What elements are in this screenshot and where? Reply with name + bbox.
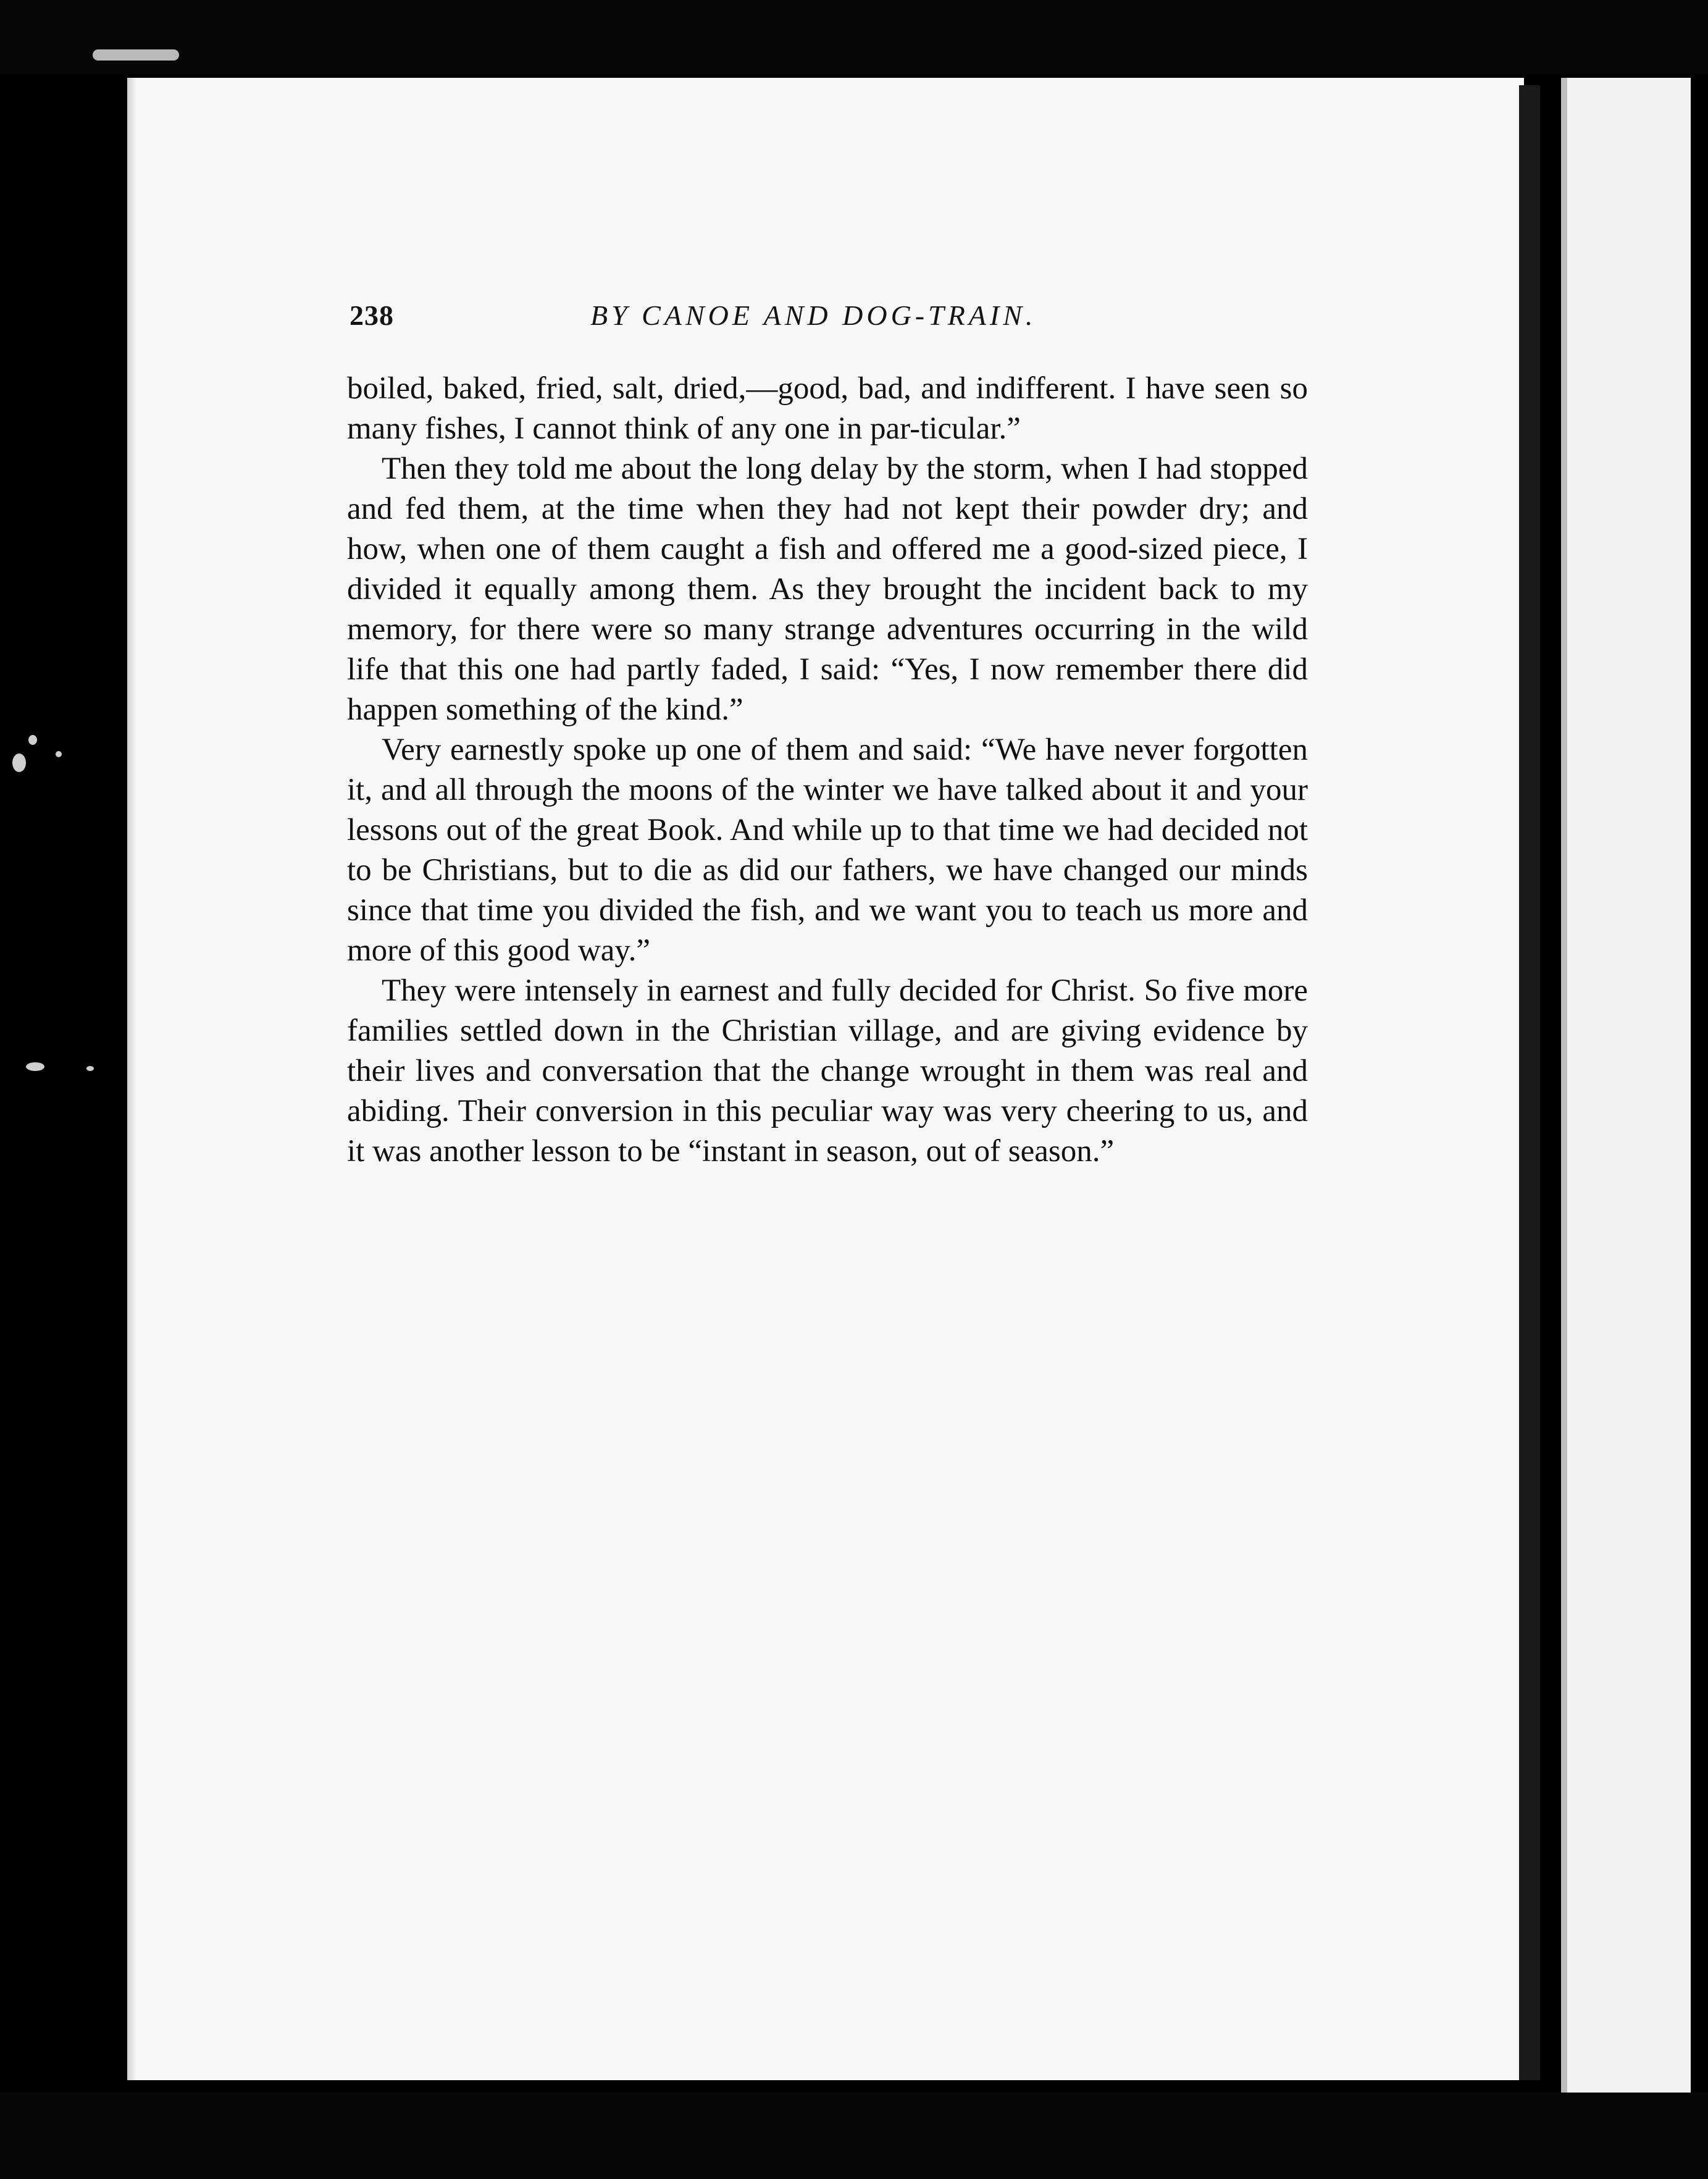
facing-page-shadow bbox=[1561, 78, 1567, 2093]
scan-border-top bbox=[0, 0, 1708, 74]
body-text bbox=[347, 369, 1308, 1172]
scan-artifact-specks bbox=[0, 729, 117, 1099]
paragraph: Then they told me about the long delay by the storm, when I had stopped and fed them, at the time when they had not kept their powder dry; and how, when one of them caught a fish and offered me a good-sized piece, I divided it equally among them. As they brought the incident back to my memory, for there were so many strange adventures occurring in the wild life that this one had partly faded, I said: “Yes, I now remember there did happen something of the kind.” bbox=[347, 451, 1308, 727]
book-binding-gutter bbox=[1519, 85, 1540, 2080]
scan-border-bottom bbox=[0, 2093, 1708, 2179]
facing-page-edge bbox=[1561, 78, 1691, 2093]
page-edge-shadow bbox=[127, 78, 136, 2080]
paragraph: They were intensely in earnest and fully decided for Christ. So five more families settled down in the Christian village, and are giving evidence by their lives and conversation that the change wrought in them was real and abiding. Their conversion in this peculiar way was very cheering to us, and it was another lesson to be “instant in season, out of season.” bbox=[347, 973, 1308, 1169]
page-number: 238 bbox=[350, 300, 394, 331]
running-title: BY CANOE AND DOG-TRAIN. bbox=[590, 300, 1037, 331]
paragraph: Very earnestly spoke up one of them and said: “We have never forgotten it, and all through the moons of the winter we have talked about it and your lessons out of the great Book. And while up to that time we had decided not to be Christians, but to die as did our fathers, we have changed our minds since that time you divided the fish, and we want you to teach us more and more of this good way.” bbox=[347, 733, 1308, 968]
running-head bbox=[350, 299, 1313, 342]
paragraph: boiled, baked, fried, salt, dried,—good, bad, and indifferent. I have seen so many fishes, I cannot think of any one in par-ticular.” bbox=[347, 371, 1308, 446]
scan-artifact-mark bbox=[93, 49, 179, 61]
